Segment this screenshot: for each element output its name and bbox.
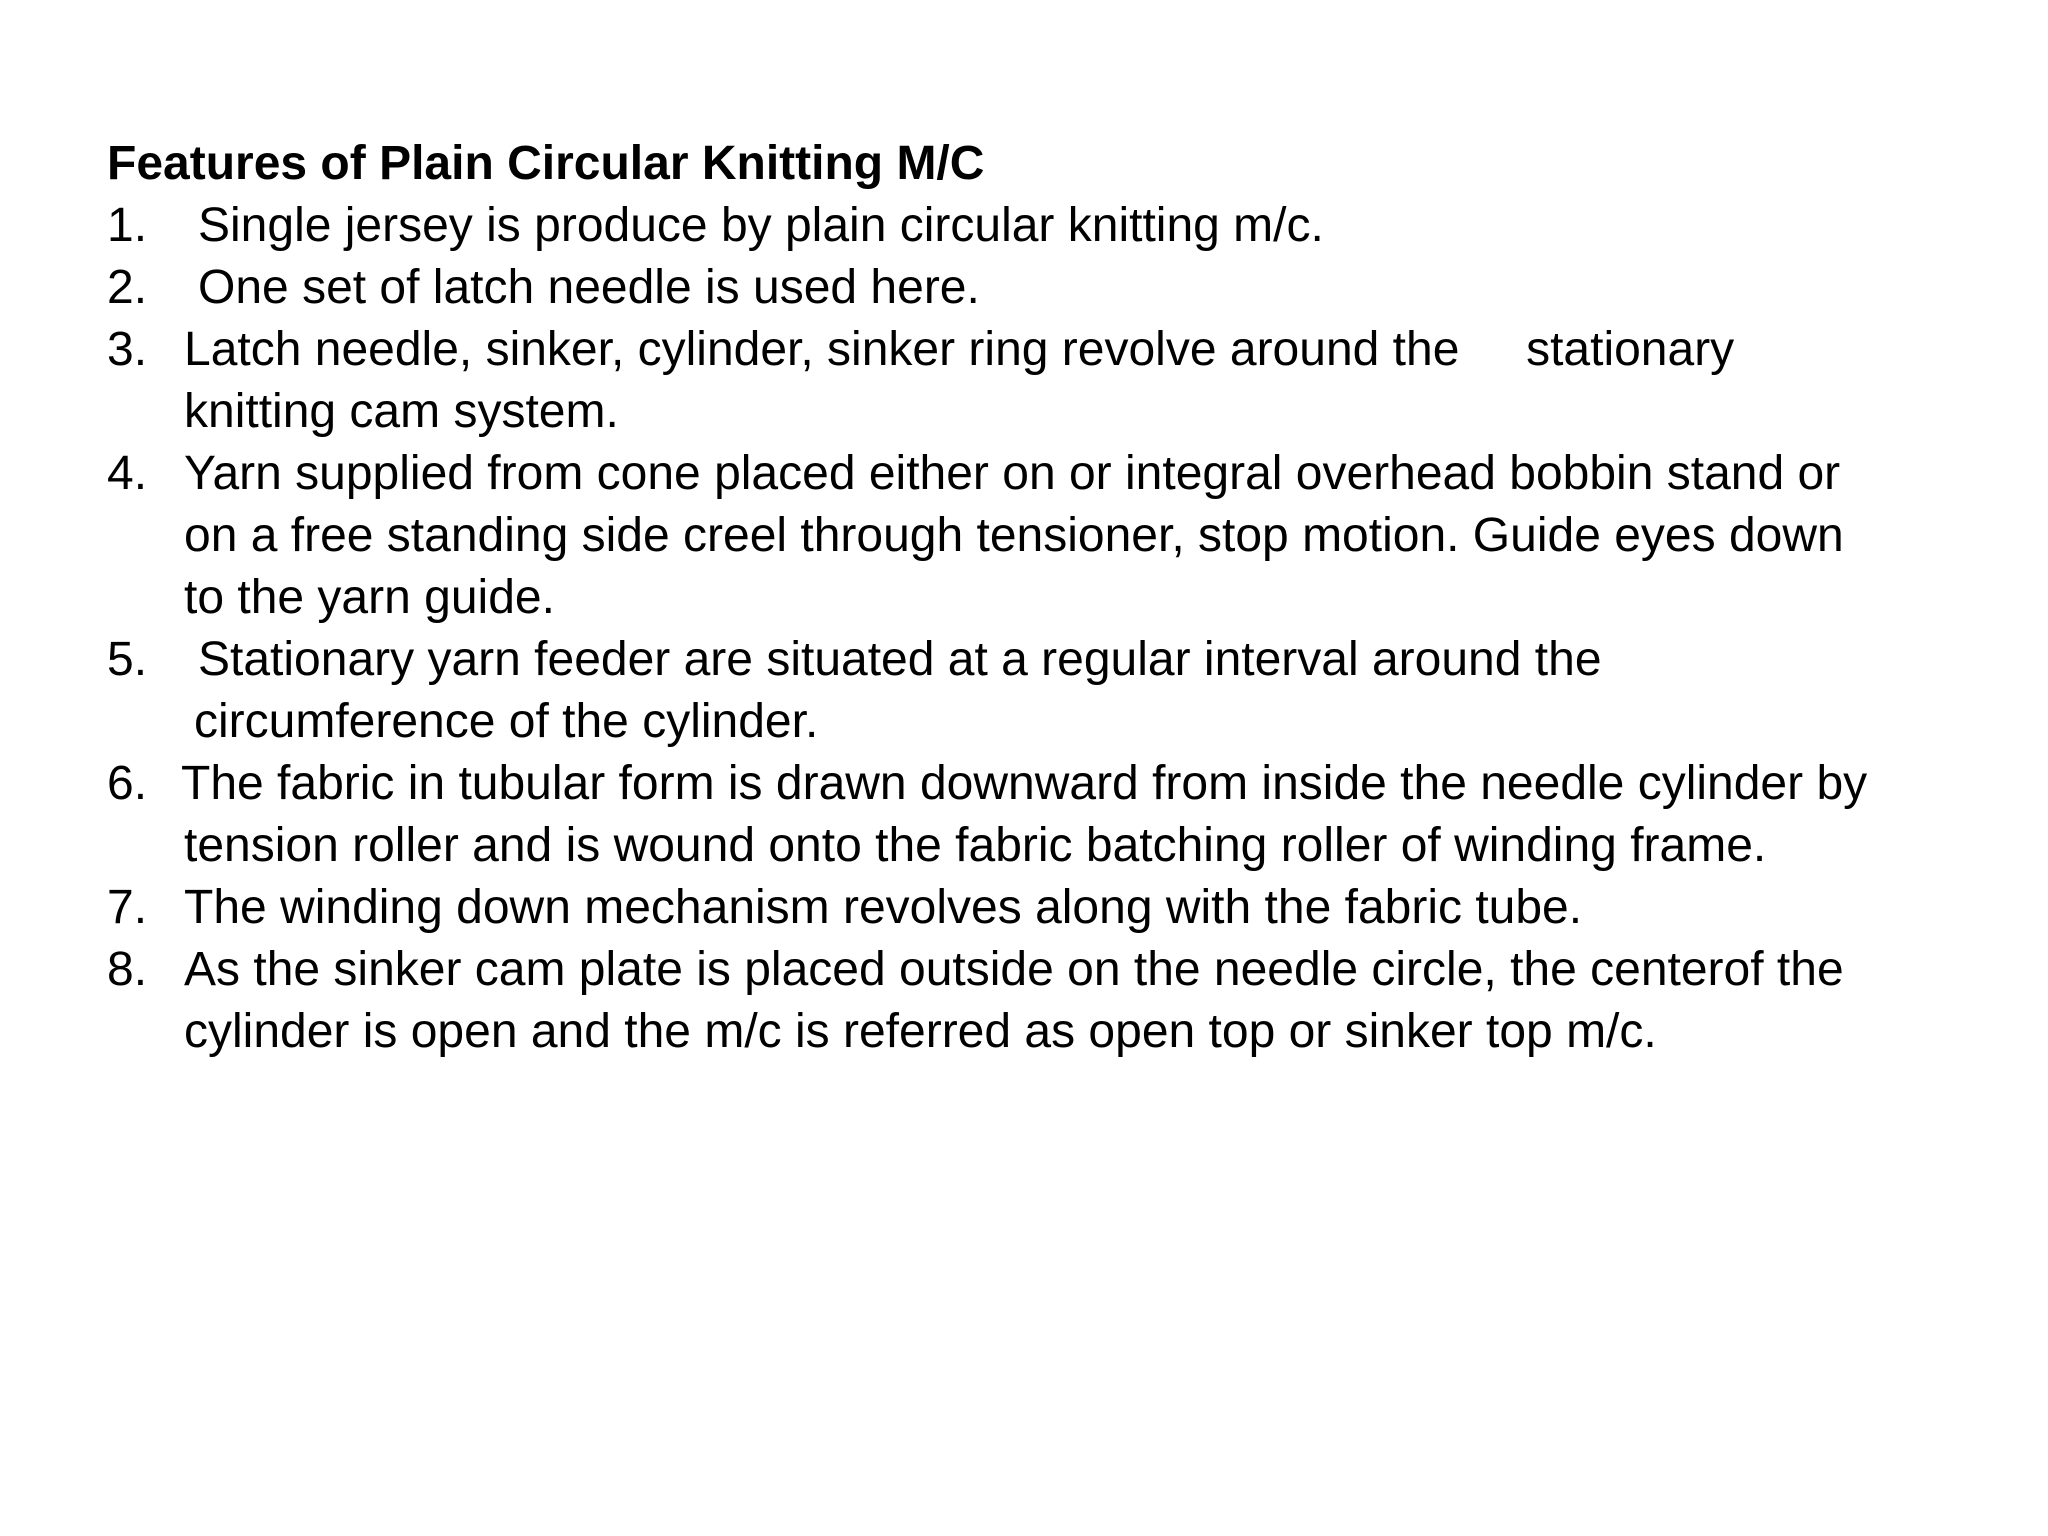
list-line: cylinder is open and the m/c is referred as open top or sinker top m/c. [184, 1005, 1657, 1058]
document-heading: Features of Plain Circular Knitting M/C [107, 137, 985, 190]
list-line: Latch needle, sinker, cylinder, sinker ring revolve around the stationary [184, 323, 1735, 376]
list-number: 6. [107, 757, 148, 810]
list-line: circumference of the cylinder. [194, 695, 819, 748]
list-number: 4. [107, 447, 148, 500]
list-number: 8. [107, 943, 148, 996]
list-number: 1. [107, 199, 148, 252]
list-line: knitting cam system. [184, 385, 619, 438]
list-line: One set of latch needle is used here. [198, 261, 980, 314]
list-line: on a free standing side creel through tensioner, stop motion. Guide eyes down [184, 509, 1844, 562]
list-line: Stationary yarn feeder are situated at a regular interval around the [198, 633, 1602, 686]
list-line: The winding down mechanism revolves along with the fabric tube. [184, 881, 1583, 934]
list-number: 5. [107, 633, 148, 686]
list-line: As the sinker cam plate is placed outside on the needle circle, the centerof the [184, 943, 1844, 996]
list-line: Yarn supplied from cone placed either on or integral overhead bobbin stand or [184, 447, 1841, 500]
list-line: Single jersey is produce by plain circular knitting m/c. [198, 199, 1324, 252]
list-line: tension roller and is wound onto the fabric batching roller of winding frame. [184, 819, 1767, 872]
list-line: to the yarn guide. [184, 571, 555, 624]
list-line: The fabric in tubular form is drawn downward from inside the needle cylinder by [181, 757, 1868, 810]
list-number: 2. [107, 261, 148, 314]
list-number: 3. [107, 323, 148, 376]
list-number: 7. [107, 881, 148, 934]
